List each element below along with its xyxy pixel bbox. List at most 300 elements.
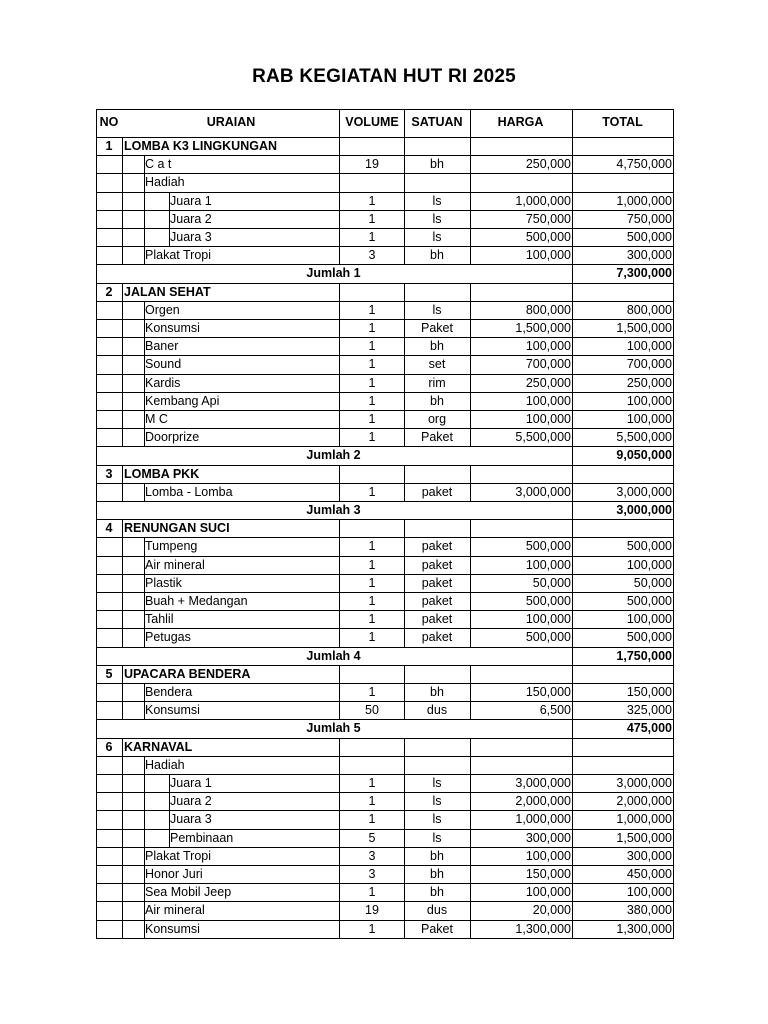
- header-harga: HARGA: [497, 115, 544, 129]
- subtotal-row: [96, 501, 673, 519]
- grid-line: [96, 109, 674, 110]
- grid-line: [96, 592, 674, 593]
- grid-line: [673, 109, 674, 939]
- item-volume: 1: [368, 575, 376, 590]
- grid-line: [339, 628, 340, 647]
- grid-line: [470, 556, 471, 575]
- grid-line: [96, 374, 674, 375]
- grid-line: [404, 665, 405, 684]
- item-unit: ls: [432, 302, 442, 317]
- item-volume: 1: [368, 776, 376, 790]
- grid-line: [470, 774, 471, 793]
- item-volume: 1: [368, 484, 376, 499]
- grid-line: [572, 374, 573, 393]
- item-description: Air mineral: [145, 903, 205, 918]
- grid-line: [122, 392, 123, 411]
- grid-line: [404, 683, 405, 702]
- grid-line: [404, 210, 405, 229]
- grid-line: [572, 756, 573, 775]
- grid-line: [96, 355, 674, 356]
- item-total: 100,000: [626, 412, 672, 426]
- grid-line: [572, 210, 573, 229]
- grid-line: [122, 574, 123, 593]
- item-total: 325,000: [626, 703, 672, 718]
- item-description: Sea Mobil Jeep: [145, 885, 232, 900]
- grid-line: [339, 137, 340, 156]
- item-description: Konsumsi: [145, 921, 200, 936]
- grid-line: [144, 228, 145, 247]
- item-unit: paket: [421, 484, 453, 499]
- table-row: [96, 574, 673, 592]
- subtotal-row: [96, 446, 673, 464]
- grid-line: [470, 683, 471, 702]
- grid-line: [96, 465, 674, 466]
- section-title: RENUNGAN SUCI: [124, 521, 230, 536]
- grid-line: [96, 901, 674, 902]
- grid-line: [339, 355, 340, 374]
- grid-line: [572, 829, 573, 848]
- item-unit: rim: [428, 375, 446, 390]
- grid-line: [572, 264, 573, 283]
- item-total: 500,000: [626, 539, 672, 554]
- grid-line: [572, 556, 573, 575]
- grid-line: [470, 574, 471, 593]
- grid-line: [404, 847, 405, 866]
- grid-line: [470, 537, 471, 556]
- grid-line: [470, 829, 471, 848]
- grid-line: [144, 610, 145, 629]
- grid-line: [470, 319, 471, 338]
- grid-line: [572, 465, 573, 484]
- table-row: [96, 701, 673, 719]
- item-price: 150,000: [525, 867, 571, 881]
- grid-line: [96, 155, 674, 156]
- item-unit: bh: [430, 339, 444, 354]
- section-number: 5: [105, 666, 113, 681]
- grid-line: [96, 537, 674, 538]
- section-title: KARNAVAL: [124, 739, 193, 754]
- item-total: 100,000: [626, 885, 672, 900]
- item-volume: 3: [368, 848, 376, 863]
- table-row: [96, 210, 673, 228]
- grid-line: [572, 283, 573, 302]
- item-description: Juara 3: [170, 812, 212, 827]
- grid-line: [470, 592, 471, 611]
- grid-line: [572, 519, 573, 538]
- grid-line: [122, 847, 123, 866]
- subtotal-value: 475,000: [626, 721, 672, 736]
- item-description: Konsumsi: [145, 321, 200, 335]
- item-unit: paket: [421, 557, 453, 572]
- header-volume: VOLUME: [345, 115, 399, 129]
- grid-line: [470, 337, 471, 356]
- grid-line: [404, 109, 405, 137]
- subtotal-label: Jumlah 4: [306, 648, 361, 663]
- item-volume: 1: [368, 193, 376, 208]
- item-total: 100,000: [626, 612, 672, 627]
- item-description: Plastik: [145, 575, 182, 590]
- table-row: [96, 246, 673, 264]
- grid-line: [339, 483, 340, 502]
- grid-line: [144, 374, 145, 393]
- grid-line: [339, 301, 340, 320]
- grid-line: [339, 574, 340, 593]
- grid-line: [96, 774, 674, 775]
- grid-line: [144, 756, 145, 775]
- grid-line: [144, 301, 145, 320]
- grid-line: [96, 392, 674, 393]
- item-total: 100,000: [626, 557, 672, 572]
- grid-line: [572, 683, 573, 702]
- grid-line: [144, 319, 145, 338]
- item-description: Baner: [145, 339, 179, 354]
- table-row: [96, 883, 673, 901]
- item-description: Juara 3: [170, 230, 212, 244]
- grid-line: [96, 810, 674, 811]
- grid-line: [470, 847, 471, 866]
- item-volume: 3: [368, 867, 376, 881]
- grid-line: [470, 883, 471, 902]
- item-unit: ls: [432, 830, 442, 845]
- grid-line: [572, 537, 573, 556]
- item-unit: ls: [432, 794, 442, 809]
- item-volume: 1: [368, 594, 376, 608]
- item-volume: 1: [368, 430, 376, 445]
- grid-line: [470, 810, 471, 829]
- grid-line: [572, 392, 573, 411]
- grid-line: [572, 446, 573, 465]
- item-total: 500,000: [626, 630, 672, 645]
- grid-line: [122, 774, 123, 793]
- grid-line: [572, 665, 573, 684]
- grid-line: [339, 901, 340, 920]
- subtotal-label: Jumlah 5: [306, 721, 361, 736]
- grid-line: [339, 865, 340, 884]
- item-volume: [340, 756, 404, 774]
- item-total: 2,000,000: [616, 794, 672, 809]
- grid-line: [122, 319, 123, 338]
- item-price: 100,000: [525, 248, 571, 263]
- grid-line: [404, 901, 405, 920]
- grid-line: [122, 519, 123, 538]
- item-total: 380,000: [626, 903, 672, 918]
- grid-line: [144, 155, 145, 174]
- grid-line: [144, 428, 145, 447]
- item-unit: dus: [426, 903, 448, 918]
- grid-line: [144, 574, 145, 593]
- grid-line: [144, 628, 145, 647]
- subtotal-row: [96, 719, 673, 737]
- item-unit: [405, 173, 469, 191]
- grid-line: [122, 355, 123, 374]
- item-description: Air mineral: [145, 557, 205, 572]
- grid-line: [144, 483, 145, 502]
- item-volume: 1: [368, 357, 376, 372]
- item-price: 250,000: [525, 375, 571, 390]
- grid-line: [339, 920, 340, 939]
- grid-line: [470, 392, 471, 411]
- grid-line: [339, 847, 340, 866]
- grid-line: [404, 610, 405, 629]
- item-volume: 1: [368, 612, 376, 627]
- table-header: [96, 109, 673, 137]
- grid-line: [572, 628, 573, 647]
- grid-line: [572, 410, 573, 429]
- item-total: 1,500,000: [616, 830, 672, 845]
- item-description: Orgen: [145, 302, 180, 317]
- grid-line: [122, 137, 123, 156]
- grid-line: [572, 719, 573, 738]
- item-description: Juara 1: [170, 193, 212, 208]
- grid-line: [572, 155, 573, 174]
- item-unit: bh: [430, 848, 444, 863]
- item-volume: 1: [368, 321, 376, 335]
- subtotal-label: Jumlah 3: [306, 503, 361, 517]
- grid-line: [122, 901, 123, 920]
- item-price: 100,000: [525, 393, 571, 408]
- grid-line: [470, 628, 471, 647]
- item-unit: ls: [432, 812, 442, 827]
- grid-line: [339, 337, 340, 356]
- grid-line: [572, 319, 573, 338]
- section-row: [96, 465, 673, 483]
- grid-line: [96, 228, 674, 229]
- item-price: 250,000: [525, 157, 571, 172]
- grid-line: [144, 847, 145, 866]
- grid-line: [572, 738, 573, 757]
- section-row: [96, 283, 673, 301]
- item-price: 100,000: [525, 848, 571, 863]
- grid-line: [96, 264, 674, 265]
- grid-line: [144, 192, 145, 211]
- item-description: Konsumsi: [145, 703, 200, 718]
- table-row: [96, 756, 673, 774]
- item-price: [470, 756, 571, 774]
- item-price: 20,000: [532, 903, 571, 918]
- grid-line: [470, 301, 471, 320]
- item-price: 700,000: [525, 357, 571, 372]
- grid-line: [122, 428, 123, 447]
- grid-line: [404, 592, 405, 611]
- grid-line: [96, 701, 674, 702]
- item-unit: paket: [421, 612, 453, 627]
- grid-line: [404, 155, 405, 174]
- grid-line: [96, 428, 674, 429]
- subtotal-value: 1,750,000: [616, 648, 672, 663]
- grid-line: [144, 337, 145, 356]
- grid-line: [404, 319, 405, 338]
- grid-line: [339, 519, 340, 538]
- grid-line: [96, 920, 674, 921]
- grid-line: [339, 829, 340, 848]
- grid-line: [122, 865, 123, 884]
- item-price: 1,000,000: [515, 812, 571, 827]
- grid-line: [144, 810, 145, 829]
- grid-line: [404, 537, 405, 556]
- item-description: Juara 2: [170, 794, 212, 809]
- grid-line: [96, 829, 674, 830]
- grid-line: [122, 556, 123, 575]
- grid-line: [572, 355, 573, 374]
- item-unit: bh: [430, 157, 444, 172]
- item-description: Sound: [145, 357, 182, 372]
- table-row: [96, 337, 673, 355]
- table-row: [96, 410, 673, 428]
- grid-line: [404, 301, 405, 320]
- item-total: 100,000: [626, 393, 672, 408]
- grid-line: [96, 610, 674, 611]
- grid-line: [122, 683, 123, 702]
- table-row: [96, 610, 673, 628]
- grid-line: [169, 810, 170, 829]
- item-unit: paket: [421, 630, 453, 645]
- item-total: 4,750,000: [616, 157, 672, 172]
- grid-line: [339, 592, 340, 611]
- item-price: 5,500,000: [515, 430, 571, 445]
- grid-line: [96, 792, 674, 793]
- item-total: [573, 173, 672, 191]
- grid-line: [404, 410, 405, 429]
- item-price: 100,000: [525, 412, 571, 426]
- grid-line: [144, 701, 145, 720]
- section-row: [96, 738, 673, 756]
- grid-line: [144, 883, 145, 902]
- item-total: 500,000: [626, 594, 672, 608]
- grid-line: [122, 337, 123, 356]
- item-price: 1,500,000: [515, 321, 571, 335]
- grid-line: [470, 173, 471, 192]
- grid-line: [144, 920, 145, 939]
- subtotal-value: 3,000,000: [616, 503, 672, 517]
- grid-line: [122, 883, 123, 902]
- grid-line: [122, 210, 123, 229]
- grid-line: [572, 428, 573, 447]
- item-price: 300,000: [525, 830, 571, 845]
- grid-line: [122, 246, 123, 265]
- header-satuan: SATUAN: [411, 115, 463, 129]
- grid-line: [122, 410, 123, 429]
- item-price: 3,000,000: [515, 484, 571, 499]
- grid-line: [96, 337, 674, 338]
- item-description: Tahlil: [145, 612, 174, 627]
- item-price: [470, 173, 571, 191]
- item-total: 500,000: [626, 230, 672, 244]
- section-number: 2: [105, 284, 113, 299]
- grid-line: [404, 483, 405, 502]
- grid-line: [404, 173, 405, 192]
- grid-line: [470, 901, 471, 920]
- item-price: 800,000: [525, 302, 571, 317]
- grid-line: [572, 192, 573, 211]
- item-price: 500,000: [525, 539, 571, 554]
- item-volume: 19: [365, 157, 379, 172]
- grid-line: [572, 301, 573, 320]
- grid-line: [122, 228, 123, 247]
- grid-line: [404, 865, 405, 884]
- item-total: 300,000: [626, 848, 672, 863]
- grid-line: [144, 246, 145, 265]
- grid-line: [144, 829, 145, 848]
- item-volume: 1: [368, 211, 376, 226]
- grid-line: [96, 446, 674, 447]
- grid-line: [96, 137, 674, 138]
- grid-line: [404, 574, 405, 593]
- grid-line: [122, 628, 123, 647]
- grid-line: [572, 501, 573, 520]
- grid-line: [470, 228, 471, 247]
- grid-line: [404, 628, 405, 647]
- grid-line: [339, 283, 340, 302]
- grid-line: [572, 810, 573, 829]
- item-description: Juara 2: [170, 211, 212, 226]
- grid-line: [144, 210, 145, 229]
- grid-line: [404, 392, 405, 411]
- subtotal-label: Jumlah 2: [306, 448, 361, 463]
- table-row: [96, 556, 673, 574]
- grid-line: [96, 683, 674, 684]
- grid-line: [144, 683, 145, 702]
- item-description: Petugas: [145, 630, 191, 645]
- grid-line: [572, 246, 573, 265]
- grid-line: [572, 901, 573, 920]
- item-unit: ls: [432, 211, 442, 226]
- item-unit: bh: [430, 885, 444, 900]
- item-unit: ls: [432, 776, 442, 790]
- grid-line: [572, 109, 573, 137]
- section-number: 4: [105, 521, 113, 536]
- item-volume: 1: [368, 412, 376, 426]
- item-description: Kembang Api: [145, 393, 220, 408]
- item-price: 100,000: [525, 885, 571, 900]
- grid-line: [572, 701, 573, 720]
- item-unit: paket: [421, 594, 453, 608]
- item-description: Tumpeng: [145, 539, 198, 554]
- item-description: Kardis: [145, 375, 181, 390]
- grid-line: [404, 465, 405, 484]
- grid-line: [339, 109, 340, 137]
- item-unit: set: [428, 357, 446, 372]
- grid-line: [470, 137, 471, 156]
- section-number: 1: [105, 139, 113, 153]
- grid-line: [339, 883, 340, 902]
- grid-line: [404, 920, 405, 939]
- grid-line: [572, 610, 573, 629]
- grid-line: [404, 246, 405, 265]
- section-title: LOMBA PKK: [124, 466, 200, 481]
- grid-line: [122, 610, 123, 629]
- grid-line: [122, 155, 123, 174]
- grid-line: [122, 483, 123, 502]
- table-row: [96, 228, 673, 246]
- item-description: Bendera: [145, 685, 193, 699]
- section-row: [96, 137, 673, 155]
- grid-line: [470, 756, 471, 775]
- grid-line: [122, 792, 123, 811]
- grid-line: [169, 829, 170, 848]
- grid-line: [96, 483, 674, 484]
- table-row: [96, 173, 673, 191]
- grid-line: [339, 155, 340, 174]
- item-total: 750,000: [626, 211, 672, 226]
- grid-line: [122, 592, 123, 611]
- table-row: [96, 301, 673, 319]
- grid-line: [470, 610, 471, 629]
- grid-line: [96, 109, 97, 939]
- item-unit: ls: [432, 230, 442, 244]
- grid-line: [169, 792, 170, 811]
- grid-line: [122, 920, 123, 939]
- table-row: [96, 155, 673, 173]
